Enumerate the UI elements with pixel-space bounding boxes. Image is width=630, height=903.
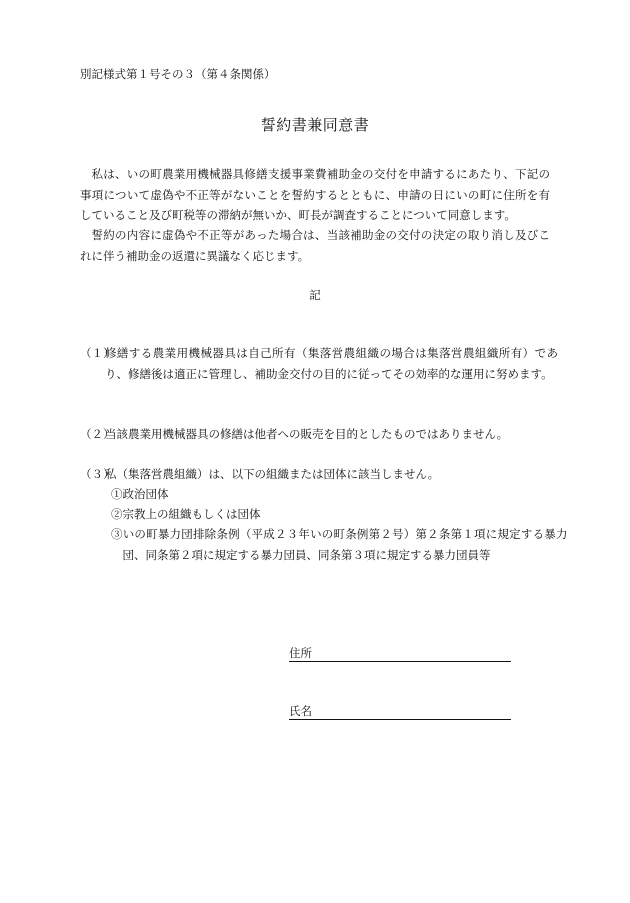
pledge-item [80, 464, 558, 485]
form-number-label: 別記様式第１号その３（第４条関係） [80, 67, 276, 81]
document-title: 誓約書兼同意書 [260, 116, 370, 134]
consent-paragraph: 誓約の内容に虚偽や不正等があった場合は、当該補助金の交付の決定の取り消し及びこれに伴う補助金の返還に異議なく応じます。 [80, 228, 550, 263]
item-number: （２） [80, 427, 115, 441]
item-number: （１） [80, 346, 115, 360]
item-number: （３） [80, 467, 115, 481]
excluded-organization-item: ①政治団体 [111, 487, 169, 501]
pledge-item [80, 343, 558, 384]
name-label: 氏名 [289, 704, 312, 718]
item-text: 修繕する農業用機械器具は自己所有（集落営農組織の場合は集落営農組織所有）であり、修繕後は適正に管理し、補助金交付の目的に従ってその効率的な運用に努めます。 [105, 346, 558, 381]
pledge-item [80, 424, 558, 445]
address-field[interactable] [289, 643, 511, 662]
item-text: 私（集落営農組織）は、以下の組織または団体に該当しません。 [105, 467, 440, 481]
excluded-organization-item: ②宗教上の組織もしくは団体 [111, 507, 261, 521]
excluded-organization-item: ③いの町暴力団排除条例（平成２３年いの町条例第２号）第２条第１項に規定する暴力団、同条第２項に規定する暴力団員、同条第３項に規定する暴力団員等 [111, 527, 568, 562]
pledge-paragraph: 私は、いの町農業用機械器具修繕支援事業費補助金の交付を申請するにあたり、下記の事項について虚偽や不正等がないことを誓約するとともに、申請の日にいの町に住所を有していること及び町税等の滞納が無いか、町長が調査することについて同意します。 [80, 167, 550, 222]
ki-heading: 記 [309, 288, 321, 302]
address-label: 住所 [289, 646, 312, 660]
name-field[interactable] [289, 701, 511, 720]
item-text: 当該農業用機械器具の修繕は他者への販売を目的としたものではありません。 [105, 427, 509, 441]
